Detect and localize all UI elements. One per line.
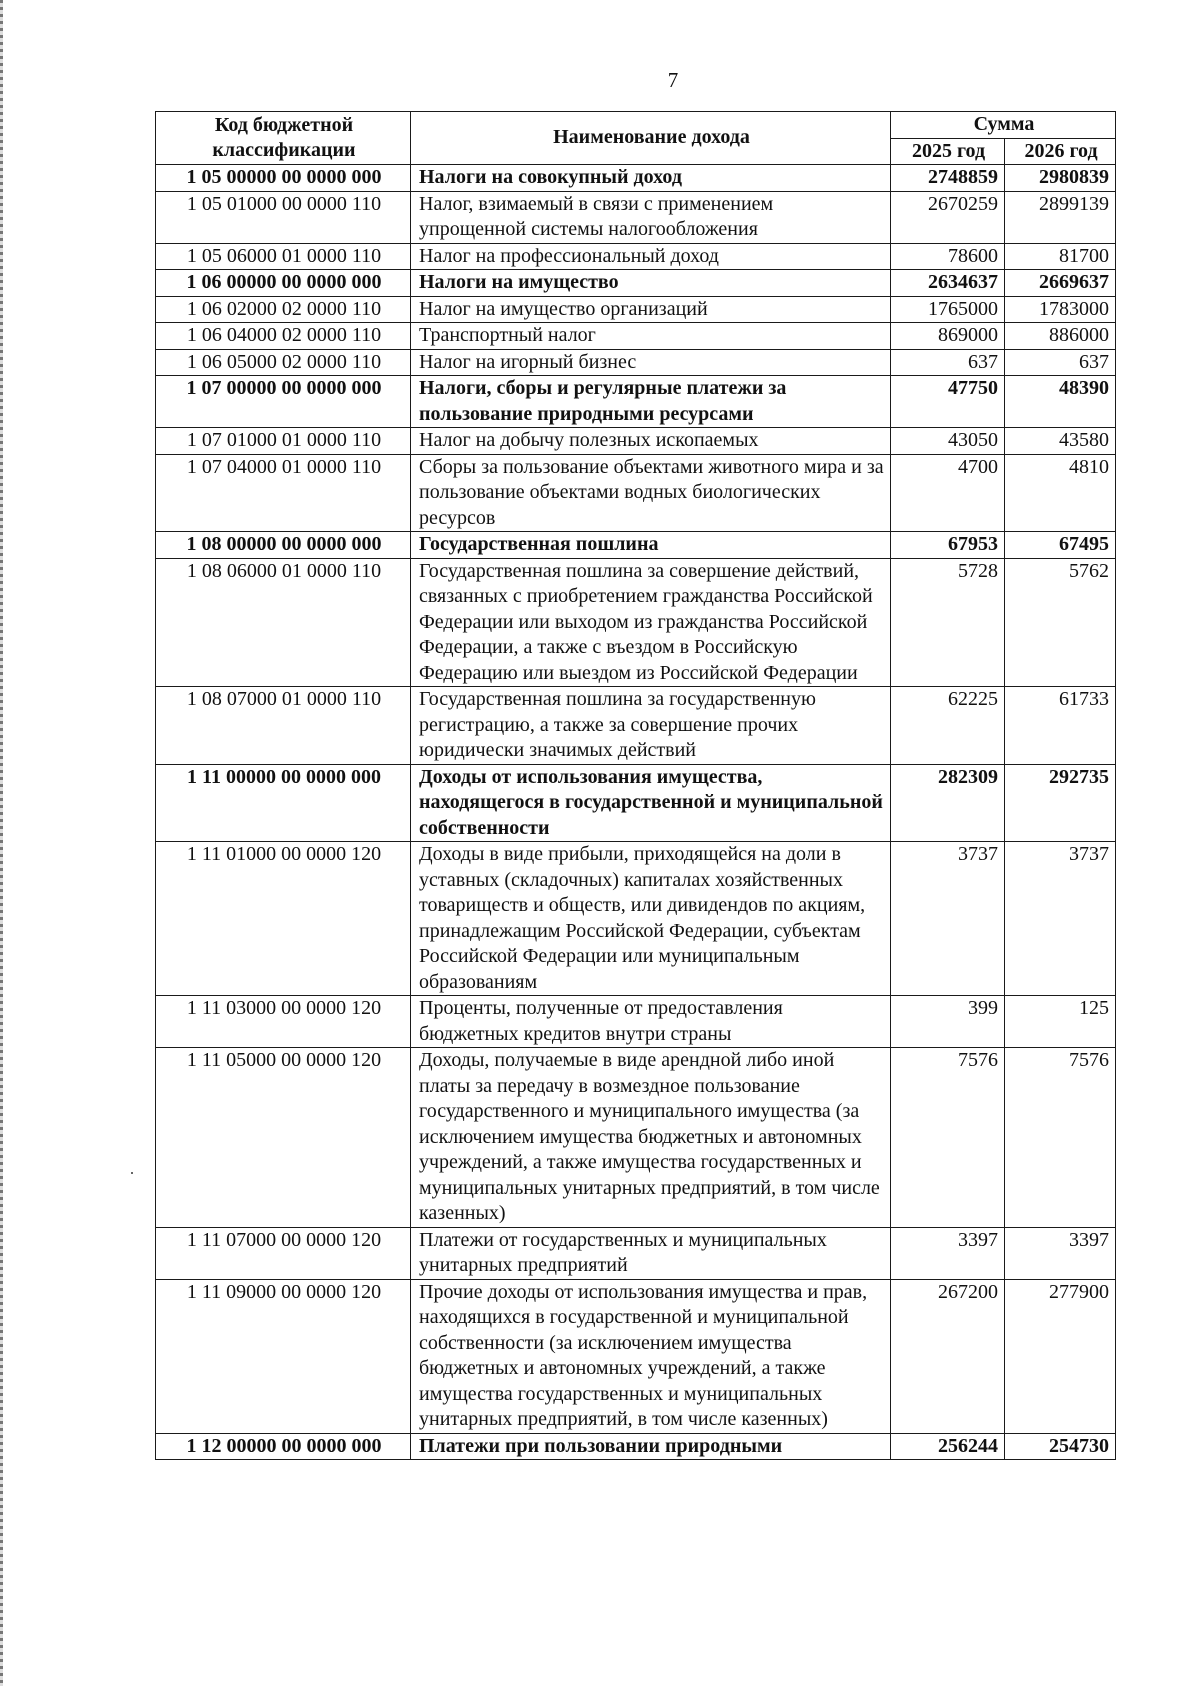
amount-2025-cell: 2634637 bbox=[891, 270, 1005, 297]
table-row bbox=[156, 323, 1116, 350]
amount-2026-cell: 5762 bbox=[1005, 558, 1116, 687]
header-year-2025: 2025 год bbox=[891, 138, 1005, 165]
amount-2026-cell: 637 bbox=[1005, 349, 1116, 376]
amount-2026-cell: 277900 bbox=[1005, 1279, 1116, 1433]
table-row bbox=[156, 349, 1116, 376]
code-cell: 1 07 00000 00 0000 000 bbox=[156, 376, 411, 428]
code-cell: 1 11 00000 00 0000 000 bbox=[156, 764, 411, 842]
code-cell: 1 11 03000 00 0000 120 bbox=[156, 996, 411, 1048]
amount-2026-cell: 886000 bbox=[1005, 323, 1116, 350]
table-row bbox=[156, 1433, 1116, 1460]
amount-2026-cell: 4810 bbox=[1005, 454, 1116, 532]
amount-2026-cell: 48390 bbox=[1005, 376, 1116, 428]
table-row bbox=[156, 296, 1116, 323]
amount-2026-cell: 67495 bbox=[1005, 532, 1116, 559]
code-cell: 1 05 06000 01 0000 110 bbox=[156, 243, 411, 270]
name-cell: Доходы от использования имущества, находящегося в государственной и муниципальной собственности bbox=[411, 764, 891, 842]
name-cell: Доходы, получаемые в виде арендной либо иной платы за передачу в возмездное пользование государственного и муниципального имущества (за исключением имущества бюджетных и автономных учреждений, а также имущества государственных и муниципальных унитарных предприятий, в том числе казенных) bbox=[411, 1048, 891, 1228]
code-cell: 1 12 00000 00 0000 000 bbox=[156, 1433, 411, 1460]
table-row bbox=[156, 1227, 1116, 1279]
table-row bbox=[156, 165, 1116, 192]
code-cell: 1 06 00000 00 0000 000 bbox=[156, 270, 411, 297]
header-year-2026: 2026 год bbox=[1005, 138, 1116, 165]
code-cell: 1 11 09000 00 0000 120 bbox=[156, 1279, 411, 1433]
table-row bbox=[156, 454, 1116, 532]
amount-2025-cell: 62225 bbox=[891, 687, 1005, 765]
code-cell: 1 07 04000 01 0000 110 bbox=[156, 454, 411, 532]
code-cell: 1 05 01000 00 0000 110 bbox=[156, 191, 411, 243]
code-cell: 1 11 01000 00 0000 120 bbox=[156, 842, 411, 996]
name-cell: Сборы за пользование объектами животного мира и за пользование объектами водных биологических ресурсов bbox=[411, 454, 891, 532]
code-cell: 1 08 06000 01 0000 110 bbox=[156, 558, 411, 687]
code-cell: 1 06 04000 02 0000 110 bbox=[156, 323, 411, 350]
amount-2026-cell: 2669637 bbox=[1005, 270, 1116, 297]
amount-2025-cell: 282309 bbox=[891, 764, 1005, 842]
table-row bbox=[156, 1279, 1116, 1433]
name-cell: Налоги на имущество bbox=[411, 270, 891, 297]
name-cell: Платежи при пользовании природными bbox=[411, 1433, 891, 1460]
table-body bbox=[156, 165, 1116, 1460]
amount-2026-cell: 292735 bbox=[1005, 764, 1116, 842]
table-row bbox=[156, 532, 1116, 559]
amount-2026-cell: 7576 bbox=[1005, 1048, 1116, 1228]
amount-2025-cell: 399 bbox=[891, 996, 1005, 1048]
amount-2026-cell: 2980839 bbox=[1005, 165, 1116, 192]
header-code: Код бюджетной классификации bbox=[156, 112, 411, 165]
name-cell: Доходы в виде прибыли, приходящейся на доли в уставных (складочных) капиталах хозяйственных товариществ и обществ, или дивидендов по акциям, принадлежащим Российской Федерации, субъектам Российской Федерации или муниципальным образованиям bbox=[411, 842, 891, 996]
table-row bbox=[156, 243, 1116, 270]
code-cell: 1 06 05000 02 0000 110 bbox=[156, 349, 411, 376]
amount-2025-cell: 869000 bbox=[891, 323, 1005, 350]
name-cell: Государственная пошлина за совершение действий, связанных с приобретением гражданства Российской Федерации или выходом из гражданства Российской Федерации, а также с въездом в Российскую Федерацию или выездом из Российской Федерации bbox=[411, 558, 891, 687]
code-cell: 1 11 07000 00 0000 120 bbox=[156, 1227, 411, 1279]
amount-2025-cell: 2748859 bbox=[891, 165, 1005, 192]
name-cell: Транспортный налог bbox=[411, 323, 891, 350]
table-row bbox=[156, 996, 1116, 1048]
table-row bbox=[156, 842, 1116, 996]
amount-2026-cell: 254730 bbox=[1005, 1433, 1116, 1460]
name-cell: Налог, взимаемый в связи с применением упрощенной системы налогообложения bbox=[411, 191, 891, 243]
table-row bbox=[156, 764, 1116, 842]
header-row-1 bbox=[156, 112, 1116, 139]
name-cell: Налоги на совокупный доход bbox=[411, 165, 891, 192]
amount-2025-cell: 3737 bbox=[891, 842, 1005, 996]
revenue-table bbox=[155, 111, 1116, 1460]
header-sum: Сумма bbox=[891, 112, 1116, 139]
amount-2025-cell: 637 bbox=[891, 349, 1005, 376]
amount-2025-cell: 256244 bbox=[891, 1433, 1005, 1460]
name-cell: Налог на профессиональный доход bbox=[411, 243, 891, 270]
name-cell: Налоги, сборы и регулярные платежи за пользование природными ресурсами bbox=[411, 376, 891, 428]
amount-2026-cell: 3737 bbox=[1005, 842, 1116, 996]
name-cell: Налог на имущество организаций bbox=[411, 296, 891, 323]
amount-2025-cell: 7576 bbox=[891, 1048, 1005, 1228]
amount-2025-cell: 4700 bbox=[891, 454, 1005, 532]
amount-2025-cell: 5728 bbox=[891, 558, 1005, 687]
name-cell: Налог на добычу полезных ископаемых bbox=[411, 428, 891, 455]
amount-2025-cell: 2670259 bbox=[891, 191, 1005, 243]
code-cell: 1 08 07000 01 0000 110 bbox=[156, 687, 411, 765]
table-row bbox=[156, 428, 1116, 455]
header-name: Наименование дохода bbox=[411, 112, 891, 165]
name-cell: Государственная пошлина за государственную регистрацию, а также за совершение прочих юридически значимых действий bbox=[411, 687, 891, 765]
amount-2026-cell: 3397 bbox=[1005, 1227, 1116, 1279]
code-cell: 1 11 05000 00 0000 120 bbox=[156, 1048, 411, 1228]
table-row bbox=[156, 270, 1116, 297]
code-cell: 1 08 00000 00 0000 000 bbox=[156, 532, 411, 559]
name-cell: Платежи от государственных и муниципальных унитарных предприятий bbox=[411, 1227, 891, 1279]
name-cell: Налог на игорный бизнес bbox=[411, 349, 891, 376]
name-cell: Прочие доходы от использования имущества и прав, находящихся в государственной и муниципальной собственности (за исключением имущества бюджетных и автономных учреждений, а также имущества государственных и муниципальных унитарных предприятий, в том числе казенных) bbox=[411, 1279, 891, 1433]
table-row bbox=[156, 376, 1116, 428]
amount-2025-cell: 3397 bbox=[891, 1227, 1005, 1279]
table-header bbox=[156, 112, 1116, 165]
code-cell: 1 07 01000 01 0000 110 bbox=[156, 428, 411, 455]
amount-2026-cell: 1783000 bbox=[1005, 296, 1116, 323]
scan-speck bbox=[131, 1172, 133, 1174]
amount-2026-cell: 125 bbox=[1005, 996, 1116, 1048]
name-cell: Государственная пошлина bbox=[411, 532, 891, 559]
name-cell: Проценты, полученные от предоставления бюджетных кредитов внутри страны bbox=[411, 996, 891, 1048]
amount-2025-cell: 78600 bbox=[891, 243, 1005, 270]
amount-2026-cell: 2899139 bbox=[1005, 191, 1116, 243]
code-cell: 1 05 00000 00 0000 000 bbox=[156, 165, 411, 192]
amount-2025-cell: 67953 bbox=[891, 532, 1005, 559]
scan-edge bbox=[0, 0, 3, 1686]
amount-2025-cell: 1765000 bbox=[891, 296, 1005, 323]
table-row bbox=[156, 1048, 1116, 1228]
amount-2025-cell: 47750 bbox=[891, 376, 1005, 428]
amount-2026-cell: 43580 bbox=[1005, 428, 1116, 455]
page-number: 7 bbox=[667, 68, 679, 92]
table-row bbox=[156, 191, 1116, 243]
table-row bbox=[156, 687, 1116, 765]
code-cell: 1 06 02000 02 0000 110 bbox=[156, 296, 411, 323]
amount-2025-cell: 43050 bbox=[891, 428, 1005, 455]
amount-2025-cell: 267200 bbox=[891, 1279, 1005, 1433]
table-row bbox=[156, 558, 1116, 687]
amount-2026-cell: 61733 bbox=[1005, 687, 1116, 765]
amount-2026-cell: 81700 bbox=[1005, 243, 1116, 270]
